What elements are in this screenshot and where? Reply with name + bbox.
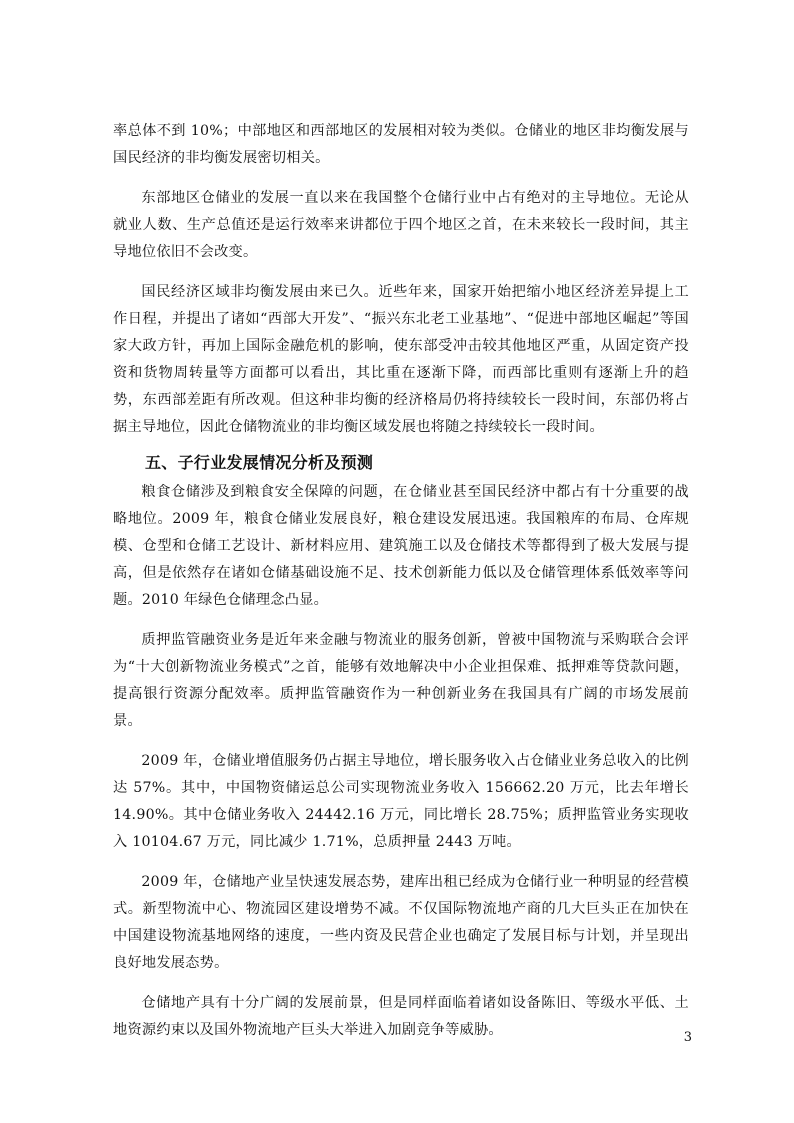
page-number: 3 (683, 1030, 692, 1045)
page-content (113, 118, 689, 1057)
section-heading: 五、子行业发展情况分析及预测 (145, 453, 374, 472)
paragraph-value-added-services: 2009 年，仓储业增值服务仍占据主导地位，增长服务收入占仓储业业务总收入的比例达 57%。其中，中国物资储运总公司实现物流业务收入 156662.20 万元，比去年增长 14.90%。其中仓储业务收入 24442.16 万元，同比增长 28.75%；质押监管业务实现收入 10104.67 万元，同比减少 1.71%，总质押量 2443 万吨。 (113, 753, 689, 850)
paragraph-continued: 率总体不到 10%；中部地区和西部地区的发展相对较为类似。仓储业的地区非均衡发展与国民经济的非均衡发展密切相关。 (113, 123, 689, 166)
paragraph-real-estate-outlook: 仓储地产具有十分广阔的发展前景，但是同样面临着诸如设备陈旧、等级水平低、土地资源约束以及国外物流地产巨头大举进入加剧竞争等威胁。 (113, 995, 689, 1038)
paragraph-regional-imbalance: 国民经济区域非均衡发展由来已久。近些年来，国家开始把缩小地区经济差异提上工作日程，并提出了诸如“西部大开发”、“振兴东北老工业基地”、“促进中部地区崛起”等国家大政方针，再加上国际金融危机的影响，使东部受冲击较其他地区严重，从固定资产投资和货物周转量等方面都可以看出，其比重在逐渐下降，而西部比重则有逐渐上升的趋势，东西部差距有所改观。但这种非均衡的经济格局仍将持续较长一段时间，东部仍将占据主导地位，因此仓储物流业的非均衡区域发展也将随之持续较长一段时间。 (113, 284, 689, 435)
paragraph-warehouse-real-estate: 2009 年，仓储地产业呈快速发展态势，建库出租已经成为仓储行业一种明显的经营模式。新型物流中心、物流园区建设增势不减。不仅国际物流地产商的几大巨头正在加快在中国建设物流基地网络的速度，一些内资及民营企业也确定了发展目标与计划，并呈现出良好地发展态势。 (113, 874, 689, 971)
paragraph-eastern-region: 东部地区仓储业的发展一直以来在我国整个仓储行业中占有绝对的主导地位。无论从就业人数、生产总值还是运行效率来讲都位于四个地区之首，在未来较长一段时间，其主导地位依旧不会改变。 (113, 190, 689, 260)
paragraph-grain-storage: 粮食仓储涉及到粮食安全保障的问题，在仓储业甚至国民经济中都占有十分重要的战略地位。2009 年，粮食仓储业发展良好，粮仓建设发展迅速。我国粮库的布局、仓库规模、仓型和仓储工艺设计、新材料应用、建筑施工以及仓储技术等都得到了极大发展与提高，但是依然存在诸如仓储基础设施不足、技术创新能力低以及仓储管理体系低效率等问题。2010 年绿色仓储理念凸显。 (113, 484, 689, 608)
paragraph-pledge-financing: 质押监管融资业务是近年来金融与物流业的服务创新，曾被中国物流与采购联合会评为“十大创新物流业务模式”之首，能够有效地解决中小企业担保难、抵押难等贷款问题，提高银行资源分配效率。质押监管融资作为一种创新业务在我国具有广阔的市场发展前景。 (113, 632, 689, 729)
